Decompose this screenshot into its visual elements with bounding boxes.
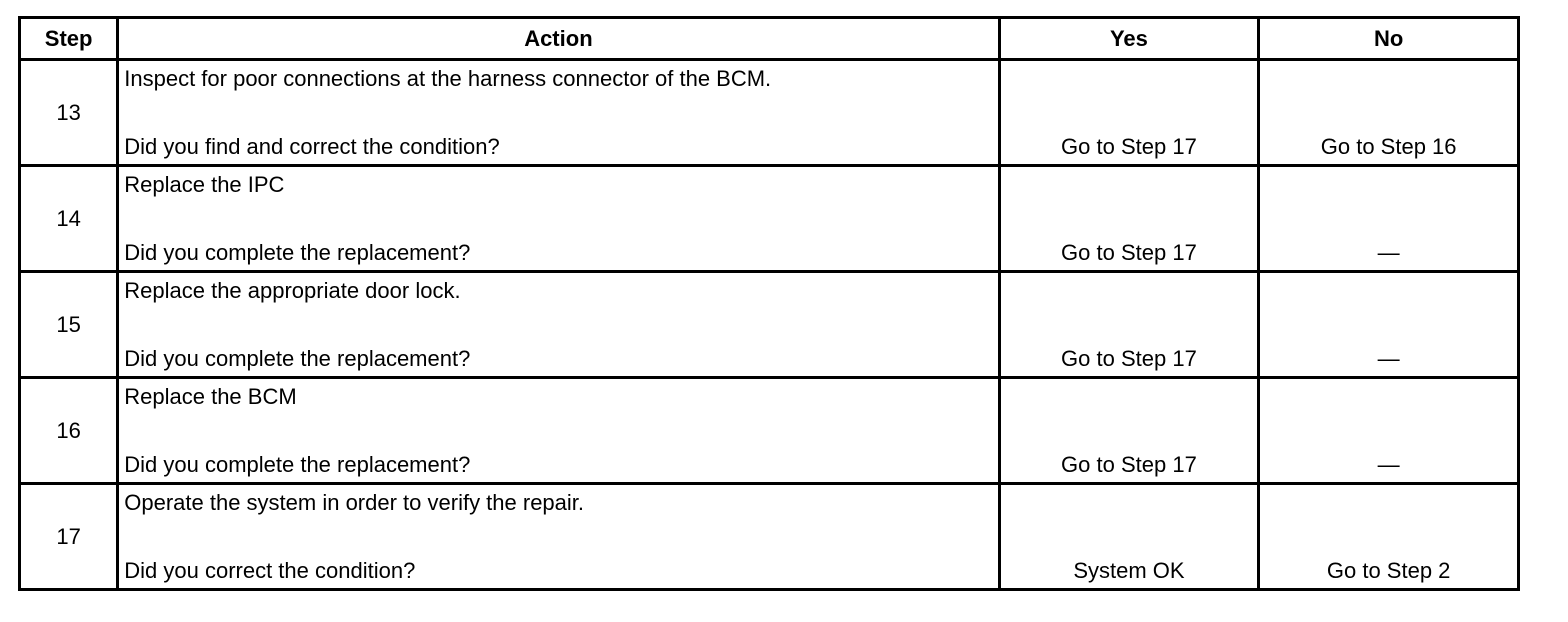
- yes-result-text: System OK: [1073, 558, 1185, 583]
- diagnostic-table: [18, 16, 1520, 591]
- action-question: Did you complete the replacement?: [124, 346, 471, 371]
- no-result: [1259, 166, 1519, 272]
- table-row: [20, 60, 1519, 166]
- action-question: Did you complete the replacement?: [124, 240, 471, 265]
- table-row: [20, 484, 1519, 590]
- table-row: [20, 378, 1519, 484]
- header-step: Step: [20, 18, 118, 60]
- table-row: [20, 166, 1519, 272]
- action-instruction: Inspect for poor connections at the harness connector of the BCM.: [124, 66, 772, 91]
- yes-result-text: Go to Step 17: [1061, 452, 1197, 477]
- step-number: 15: [20, 272, 118, 378]
- action-instruction: Replace the appropriate door lock.: [124, 278, 461, 303]
- step-number: 17: [20, 484, 118, 590]
- yes-result: [999, 378, 1259, 484]
- step-number: 14: [20, 166, 118, 272]
- action-instruction: Replace the BCM: [124, 384, 297, 409]
- header-no: No: [1259, 18, 1519, 60]
- no-result-text: Go to Step 2: [1326, 558, 1451, 583]
- header-action: Action: [118, 18, 999, 60]
- no-result: [1259, 60, 1519, 166]
- yes-result-text: Go to Step 17: [1061, 134, 1197, 159]
- no-result: [1259, 378, 1519, 484]
- action-cell: [118, 484, 999, 590]
- action-instruction: Operate the system in order to verify the repair.: [124, 490, 585, 515]
- action-question: Did you find and correct the condition?: [124, 134, 500, 159]
- table-row: [20, 272, 1519, 378]
- action-question: Did you correct the condition?: [124, 558, 416, 583]
- action-instruction: Replace the IPC: [124, 172, 285, 197]
- yes-result-text: Go to Step 17: [1061, 240, 1197, 265]
- action-cell: [118, 166, 999, 272]
- action-cell: [118, 60, 999, 166]
- no-result-text: —: [1377, 240, 1400, 265]
- yes-result: [999, 484, 1259, 590]
- step-number: 16: [20, 378, 118, 484]
- table-header-row: [20, 18, 1519, 60]
- action-question: Did you complete the replacement?: [124, 452, 471, 477]
- yes-result: [999, 166, 1259, 272]
- no-result: [1259, 272, 1519, 378]
- action-cell: [118, 272, 999, 378]
- yes-result-text: Go to Step 17: [1061, 346, 1197, 371]
- no-result: [1259, 484, 1519, 590]
- no-result-text: —: [1377, 346, 1400, 371]
- no-result-text: —: [1377, 452, 1400, 477]
- yes-result: [999, 272, 1259, 378]
- step-number: 13: [20, 60, 118, 166]
- action-cell: [118, 378, 999, 484]
- yes-result: [999, 60, 1259, 166]
- header-yes: Yes: [999, 18, 1259, 60]
- no-result-text: Go to Step 16: [1320, 134, 1457, 159]
